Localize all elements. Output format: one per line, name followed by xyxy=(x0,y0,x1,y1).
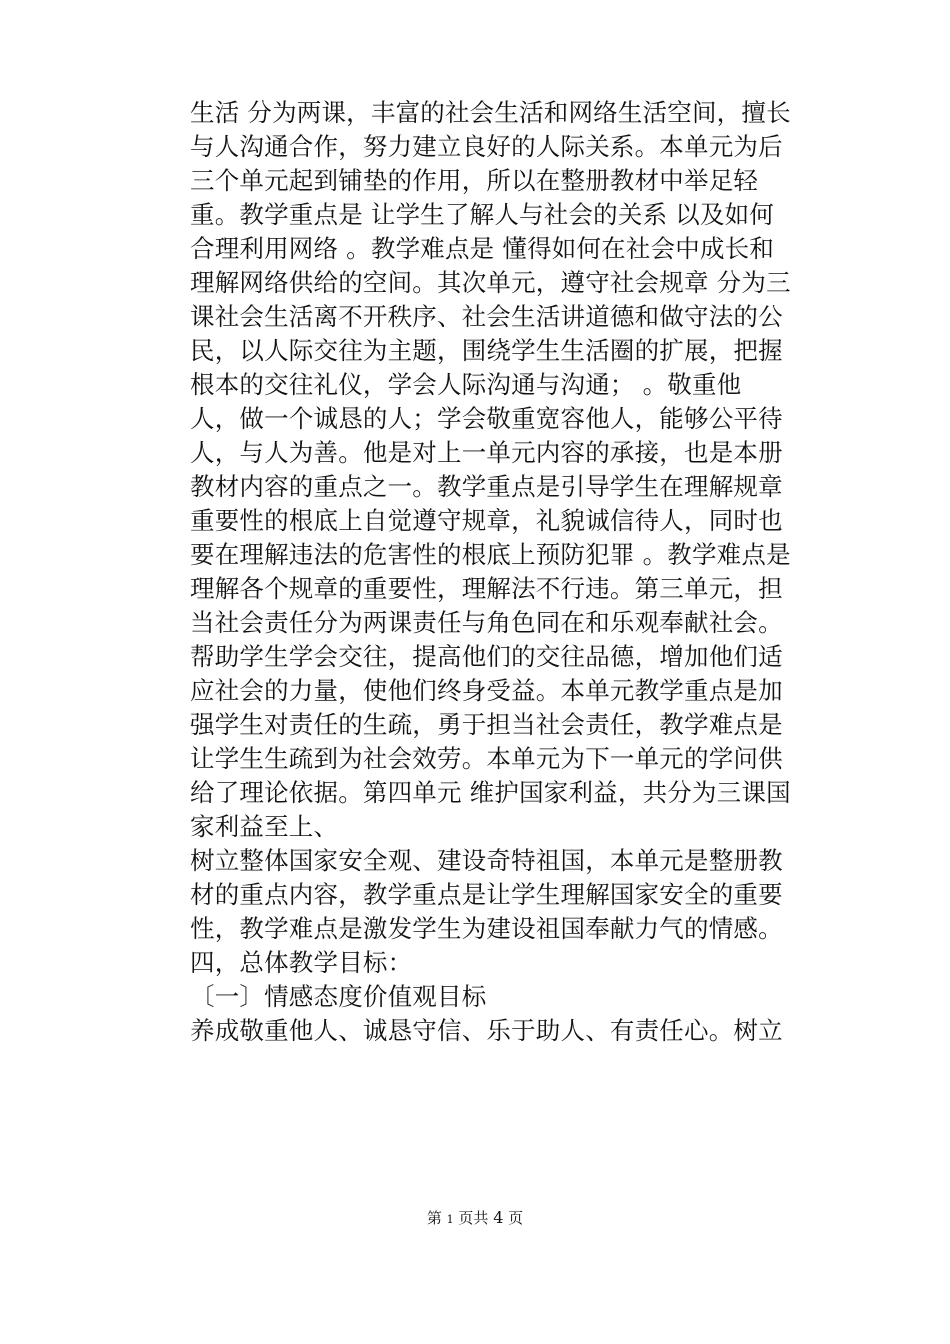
text-line: 人，与人为善。他是对上一单元内容的承接，也是本册 xyxy=(190,438,783,467)
footer-middle: 页共 xyxy=(458,1209,489,1227)
footer-suffix: 页 xyxy=(508,1209,524,1227)
text-line: 家利益至上、 xyxy=(190,812,339,841)
text-line: 课社会生活离不开秩序、社会生活讲道德和做守法的公 xyxy=(190,302,783,331)
text-line: 根本的交往礼仪，学会人际沟通与沟通； 。敬重他 xyxy=(190,370,742,399)
footer-total-pages: 4 xyxy=(493,1208,504,1227)
text-line: 材的重点内容，教学重点是让学生理解国家安全的重要 xyxy=(190,880,783,909)
text-line: 树立整体国家安全观、建设奇特祖国，本单元是整册教 xyxy=(190,846,783,875)
text-line: 教材内容的重点之一。教学重点是引导学生在理解规章 xyxy=(190,472,783,501)
text-line: 重要性的根底上自觉遵守规章，礼貌诚信待人，同时也 xyxy=(190,506,783,535)
text-line: 要在理解违法的危害性的根底上预防犯罪 。教学难点是 xyxy=(190,540,791,569)
text-line: 三个单元起到铺垫的作用，所以在整册教材中举足轻 xyxy=(190,166,759,195)
text-line: 性，教学难点是激发学生为建设祖国奉献力气的情感。 xyxy=(190,914,783,943)
page-footer xyxy=(0,1208,950,1230)
text-line: 民，以人际交往为主题，围绕学生生活圈的扩展，把握 xyxy=(190,336,783,365)
section-heading: 四，总体教学目标： xyxy=(190,948,413,977)
subsection-heading: 〔一〕情感态度价值观目标 xyxy=(190,982,487,1011)
text-line: 人，做一个诚恳的人；学会敬重宽容他人，能够公平待 xyxy=(190,404,783,433)
text-line: 帮助学生学会交往，提高他们的交往品德，增加他们适 xyxy=(190,642,783,671)
text-line: 理解各个规章的重要性，理解法不行违。第三单元，担 xyxy=(190,574,783,603)
text-line: 生活 分为两课，丰富的社会生活和网络生活空间，擅长 xyxy=(190,98,791,127)
text-line: 与人沟通合作，努力建立良好的人际关系。本单元为后 xyxy=(190,132,783,161)
text-line: 给了理论依据。第四单元 维护国家利益，共分为三课国 xyxy=(190,778,791,807)
text-line: 让学生生疏到为社会效劳。本单元为下一单元的学问供 xyxy=(190,744,783,773)
text-line: 理解网络供给的空间。其次单元，遵守社会规章 分为三 xyxy=(190,268,791,297)
text-line: 应社会的力量，使他们终身受益。本单元教学重点是加 xyxy=(190,676,783,705)
text-line: 当社会责任分为两课责任与角色同在和乐观奉献社会。 xyxy=(190,608,783,637)
text-line: 强学生对责任的生疏，勇于担当社会责任，教学难点是 xyxy=(190,710,783,739)
text-line: 重。教学重点是 让学生了解人与社会的关系 以及如何 xyxy=(190,200,775,229)
footer-prefix: 第 xyxy=(426,1209,442,1227)
text-line: 养成敬重他人、诚恳守信、乐于助人、有责任心。树立 xyxy=(190,1016,783,1045)
footer-current-page: 1 xyxy=(446,1213,454,1226)
text-line: 合理利用网络 。教学难点是 懂得如何在社会中成长和 xyxy=(190,234,775,263)
body-text xyxy=(190,96,830,1048)
